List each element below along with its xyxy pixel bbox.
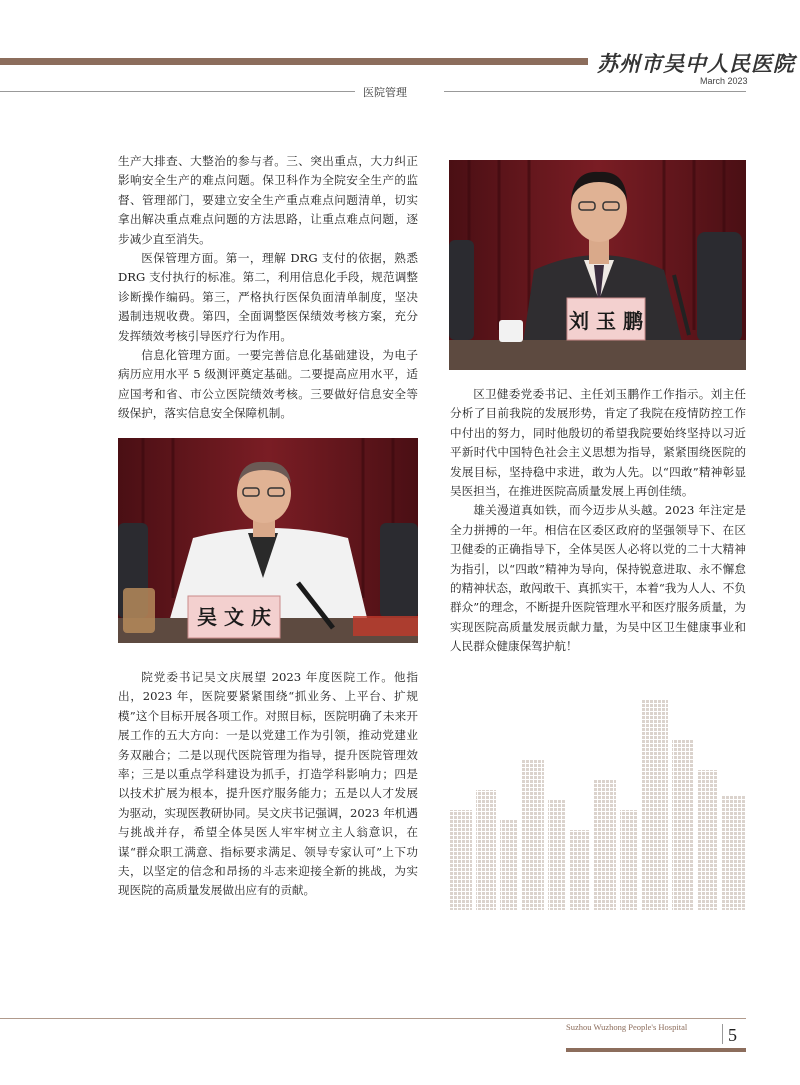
header-bar (0, 58, 588, 65)
photo-speaker-wu (118, 438, 418, 643)
page-number-divider (722, 1024, 723, 1044)
nameplate-liu: 刘 玉 鹏 (569, 309, 643, 333)
section-label: 医院管理 (363, 86, 407, 99)
paragraph: 生产大排查、大整治的参与者。三、突出重点，大力纠正影响安全生产的难点问题。保卫科作为全院安全生产的监督、管理部门，要建立安全生产重点难点问题清单，切实拿出解决重点难点问题的方法思路，让重点难点问题，逐步减少直至消失。 (118, 154, 418, 246)
footer-bar (566, 1048, 746, 1052)
footer-hospital-en: Suzhou Wuzhong People's Hospital (566, 1022, 688, 1032)
photo-speaker-liu (449, 160, 746, 370)
photo-liu-illustration (449, 160, 746, 370)
skyline-graphic (450, 700, 750, 910)
paragraph: 医保管理方面。第一，理解 DRG 支付的依据，熟悉 DRG 支付执行的标准。第二，利用信息化手段，规范调整诊断操作编码。第三，严格执行医保负面清单制度，坚决遏制违规收费。第四，全面调整医保绩效考核方案，充分发挥绩效考核引导医疗行为作用。 (118, 251, 418, 343)
hospital-name: 苏州市吴中人民医院 (597, 51, 795, 76)
nameplate-wu: 吴 文 庆 (197, 605, 271, 629)
paragraph: 院党委书记吴文庆展望 2023 年度医院工作。他指出，2023 年，医院要紧紧围绕“抓业务、上平台、扩规模”这个目标开展各项工作。对照目标，医院明确了未来开展工作的五大方向：一是以党建工作为引领，推动党建业务双融合；二是以现代医院管理为指导，提升医院管理效率；三是以重点学科建设为抓手，打造学科影响力；四是以技术扩展为根本，提升医疗服务能力；五是以人才发展为驱动，实现医教研协同。吴文庆书记强调，2023 年机遇与挑战并存，希望全体吴医人牢牢树立主人翁意识，在谋“群众职工满意、指标要求满足、领导专家认可”上下功夫，以坚定的信念和昂扬的斗志来迎接全新的挑战，为实现医院的高质量发展做出应有的贡献。 (118, 670, 418, 898)
paragraph: 区卫健委党委书记、主任刘玉鹏作工作指示。刘主任分析了目前我院的发展形势，肯定了我院在疫情防控工作中付出的努力，同时他殷切的希望我院要始终坚持以习近平新时代中国特色社会主义思想为指导，紧紧围绕医院的发展目标，坚持稳中求进，敢为人先。以“四敢”精神彰显吴医担当，在推进医院高质量发展上再创佳绩。 (450, 387, 746, 499)
photo-wu-illustration (118, 438, 418, 643)
decorative-skyline (450, 700, 750, 910)
paragraph: 信息化管理方面。一要完善信息化基础建设，为电子病历应用水平 5 级测评奠定基础。二要提高应用水平，适应国考和省、市公立医院绩效考核。三要做好信息安全等级保护，落实信息安全保障机制。 (118, 348, 418, 421)
article-left-top (118, 152, 418, 424)
issue-date: March 2023 (700, 76, 748, 86)
page-number: 5 (728, 1025, 737, 1045)
footer-divider (0, 1018, 746, 1019)
header-divider-right (444, 91, 746, 92)
article-right (450, 385, 746, 657)
header-divider-left (0, 91, 355, 92)
paragraph: 雄关漫道真如铁，而今迈步从头越。2023 年注定是全力拼搏的一年。相信在区委区政府的坚强领导下、在区卫健委的正确指导下，全体吴医人必将以党的二十大精神为指引，以“四敢”精神为导向，保持锐意进取、永不懈怠的精神状态，敢闯敢干、真抓实干，本着“我为人人、不负群众”的理念，不断提升医院管理水平和医疗服务质量，为实现医院高质量发展贡献力量，为吴中区卫生健康事业和人民群众健康保驾护航！ (450, 503, 746, 654)
article-left-bottom (118, 668, 418, 901)
